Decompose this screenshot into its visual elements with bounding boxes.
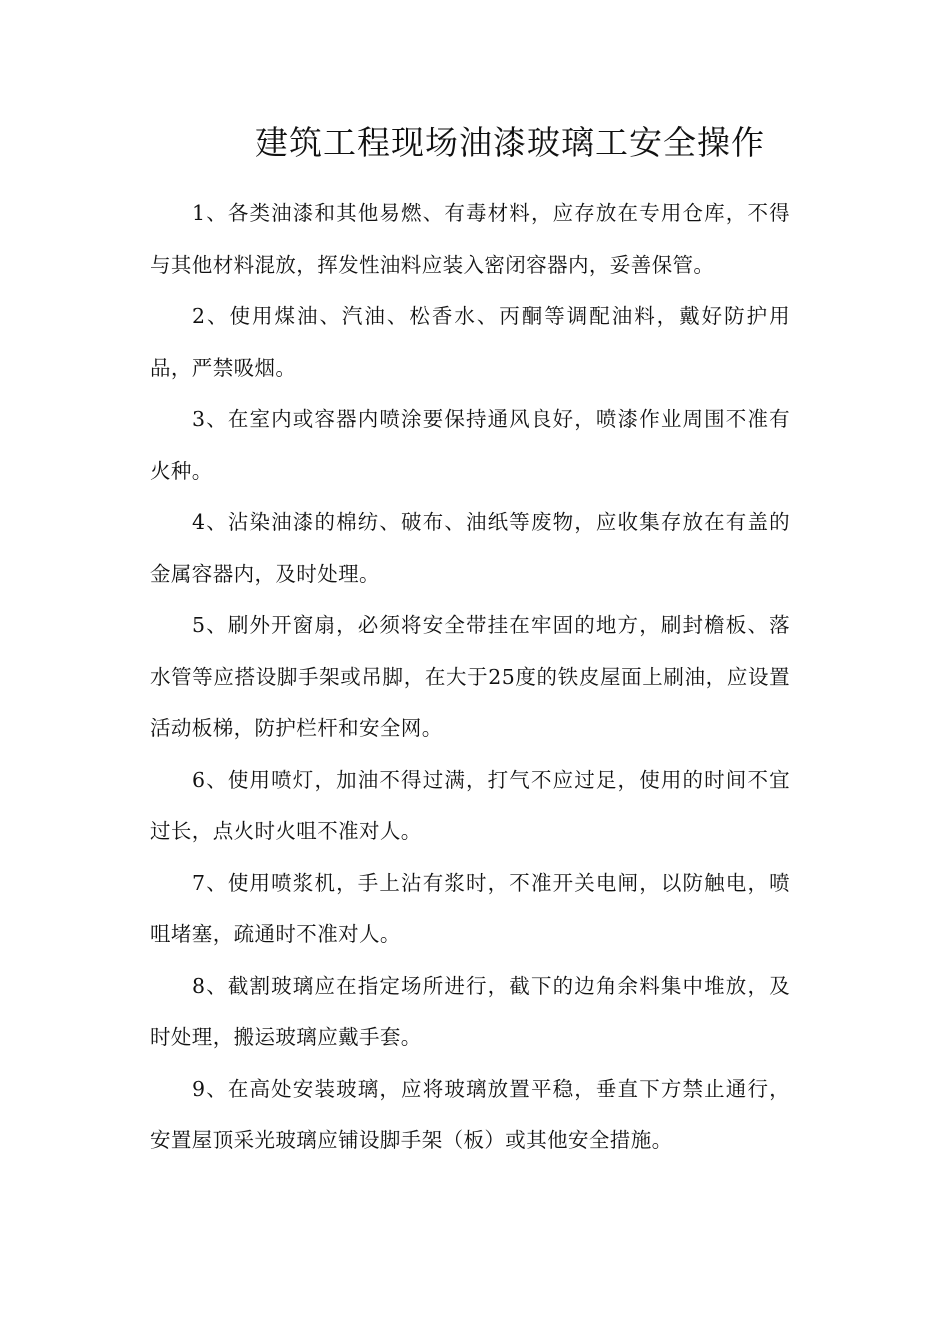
- paragraph-item-4: 4、沾染油漆的棉纺、破布、油纸等废物，应收集存放在有盖的金属容器内，及时处理。: [150, 510, 790, 586]
- paragraph-item-8: 8、截割玻璃应在指定场所进行，截下的边角余料集中堆放，及时处理，搬运玻璃应戴手套。: [150, 973, 790, 1049]
- document-body: [150, 188, 790, 1167]
- paragraph-item-1: 1、各类油漆和其他易燃、有毒材料，应存放在专用仓库，不得与其他材料混放，挥发性油料应装入密闭容器内，妥善保管。: [150, 201, 790, 277]
- paragraph-item-2: 2、使用煤油、汽油、松香水、丙酮等调配油料，戴好防护用品，严禁吸烟。: [150, 304, 790, 380]
- paragraph-item-6: 6、使用喷灯，加油不得过满，打气不应过足，使用的时间不宜过长，点火时火咀不准对人。: [150, 767, 790, 843]
- paragraph-item-7: 7、使用喷浆机，手上沾有浆时，不准开关电闸，以防触电，喷咀堵塞，疏通时不准对人。: [150, 870, 790, 946]
- paragraph-item-9: 9、在高处安装玻璃，应将玻璃放置平稳，垂直下方禁止通行，安置屋顶采光玻璃应铺设脚手架（板）或其他安全措施。: [150, 1076, 790, 1152]
- document-title: 建筑工程现场油漆玻璃工安全操作: [255, 123, 765, 162]
- paragraph-item-3: 3、在室内或容器内喷涂要保持通风良好，喷漆作业周围不准有火种。: [150, 407, 790, 483]
- paragraph-item-5: 5、刷外开窗扇，必须将安全带挂在牢固的地方，刷封檐板、落水管等应搭设脚手架或吊脚，在大于25度的铁皮屋面上刷油，应设置活动板梯，防护栏杆和安全网。: [150, 613, 790, 740]
